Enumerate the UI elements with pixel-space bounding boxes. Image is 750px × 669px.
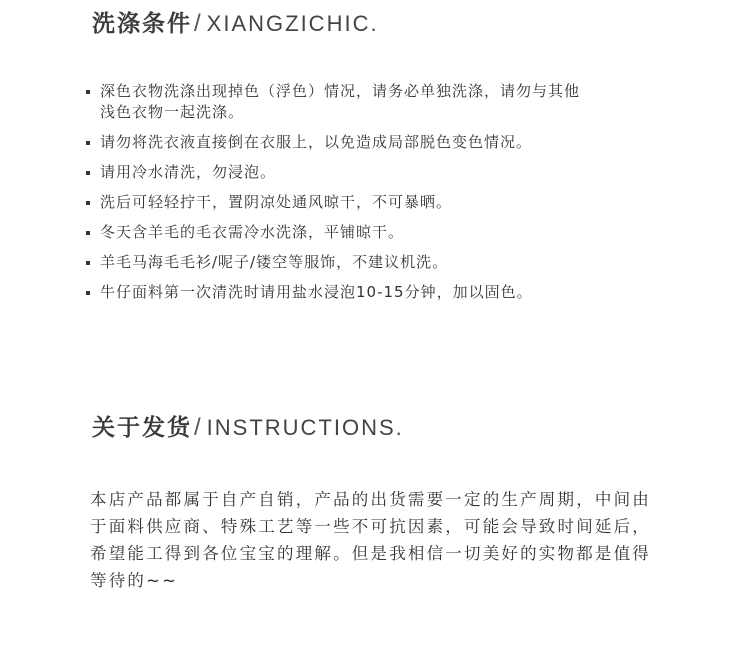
list-item-text: 请勿将洗衣液直接倒在衣服上，以免造成局部脱色变色情况。 <box>100 133 533 151</box>
bullet-icon <box>86 141 90 145</box>
list-item-text: 洗后可轻轻拧干，置阴凉处通风晾干，不可暴晒。 <box>100 193 453 211</box>
bullet-icon <box>86 171 90 175</box>
shipping-heading-separator: / <box>194 414 201 441</box>
wash-conditions-heading <box>92 12 379 36</box>
wash-heading-cn: 洗涤条件 <box>92 11 192 37</box>
bullet-icon <box>86 261 90 265</box>
bullet-icon <box>86 291 90 295</box>
shipping-paragraph: 本店产品都属于自产自销，产品的出货需要一定的生产周期，中间由于面料供应商、特殊工艺等一些不可抗因素，可能会导致时间延后，希望能工得到各位宝宝的理解。但是我相信一切美好的实物都是值得等待的~~ <box>90 490 651 590</box>
list-item <box>86 162 686 183</box>
list-item <box>86 132 686 153</box>
shipping-heading <box>92 416 404 440</box>
wash-instructions-list <box>86 81 686 312</box>
list-item <box>86 81 686 123</box>
list-item-text: 冬天含羊毛的毛衣需冷水洗涤，平铺晾干。 <box>100 223 405 241</box>
wash-heading-en: XIANGZICHIC. <box>206 11 379 36</box>
bullet-icon <box>86 201 90 205</box>
shipping-heading-cn: 关于发货 <box>92 415 192 441</box>
shipping-heading-en: INSTRUCTIONS. <box>206 415 404 440</box>
list-item-text: 请用冷水清洗，勿浸泡。 <box>100 163 277 181</box>
list-item-text: 深色衣物洗涤出现掉色（浮色）情况，请务必单独洗涤，请勿与其他浅色衣物一起洗涤。 <box>100 82 581 121</box>
bullet-icon <box>86 231 90 235</box>
list-item <box>86 192 686 213</box>
bullet-icon <box>86 90 90 94</box>
list-item <box>86 282 686 303</box>
list-item-text: 牛仔面料第一次清洗时请用盐水浸泡10-15分钟，加以固色。 <box>100 283 533 301</box>
list-item <box>86 222 686 243</box>
list-item <box>86 252 686 273</box>
list-item-text: 羊毛马海毛毛衫/呢子/镂空等服饰，不建议机洗。 <box>100 253 449 271</box>
wash-heading-separator: / <box>194 10 201 37</box>
